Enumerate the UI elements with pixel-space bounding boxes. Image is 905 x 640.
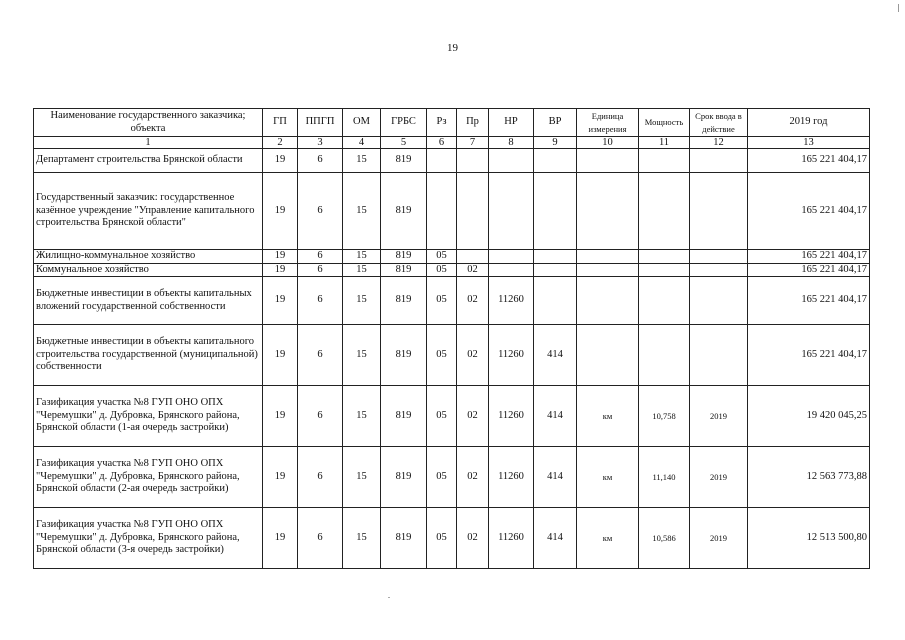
cell-vr: 414 — [534, 508, 577, 569]
col-number: 11 — [639, 137, 690, 149]
header-unit: Единица измерения — [577, 109, 639, 137]
header-pr: Пр — [457, 109, 489, 137]
cell-name: Газификация участка №8 ГУП ОНО ОПХ "Черемушки" д. Дубровка, Брянского района, Брянской области (1-ая очередь застройки) — [34, 386, 263, 447]
cell-amount: 165 221 404,17 — [748, 250, 870, 264]
cell-vr: 414 — [534, 386, 577, 447]
cell-nr: 11260 — [489, 277, 534, 325]
col-number: 10 — [577, 137, 639, 149]
table-row — [34, 508, 870, 569]
cell-amount: 12 513 500,80 — [748, 508, 870, 569]
cell-pr: 02 — [457, 325, 489, 386]
cell-vr — [534, 173, 577, 250]
header-term: Срок ввода в действие — [690, 109, 748, 137]
cell-gp: 19 — [263, 447, 298, 508]
table-row — [34, 173, 870, 250]
cell-om: 15 — [343, 149, 381, 173]
header-grbs: ГРБС — [381, 109, 427, 137]
cell-power: 11,140 — [639, 447, 690, 508]
cell-pr: 02 — [457, 386, 489, 447]
cell-ppgp: 6 — [298, 386, 343, 447]
cell-name: Газификация участка №8 ГУП ОНО ОПХ "Черемушки" д. Дубровка, Брянского района, Брянской области (3-я очередь застройки) — [34, 508, 263, 569]
cell-power — [639, 277, 690, 325]
table-row — [34, 250, 870, 264]
cell-name: Бюджетные инвестиции в объекты капитального строительства государственной (муниципальной) собственности — [34, 325, 263, 386]
cell-term: 2019 — [690, 447, 748, 508]
cell-amount: 165 221 404,17 — [748, 149, 870, 173]
col-number: 8 — [489, 137, 534, 149]
cell-unit — [577, 325, 639, 386]
cell-amount: 19 420 045,25 — [748, 386, 870, 447]
cell-om: 15 — [343, 325, 381, 386]
cell-nr — [489, 263, 534, 277]
cell-grbs: 819 — [381, 447, 427, 508]
cell-name: Жилищно-коммунальное хозяйство — [34, 250, 263, 264]
cell-unit — [577, 277, 639, 325]
scan-dot — [388, 597, 390, 598]
cell-vr: 414 — [534, 447, 577, 508]
cell-grbs: 819 — [381, 325, 427, 386]
cell-grbs: 819 — [381, 263, 427, 277]
table-row — [34, 149, 870, 173]
cell-rz: 05 — [427, 263, 457, 277]
cell-nr — [489, 173, 534, 250]
cell-nr — [489, 149, 534, 173]
cell-om: 15 — [343, 173, 381, 250]
cell-rz: 05 — [427, 508, 457, 569]
header-ppgp: ППГП — [298, 109, 343, 137]
col-number: 3 — [298, 137, 343, 149]
cell-amount: 165 221 404,17 — [748, 325, 870, 386]
cell-gp: 19 — [263, 250, 298, 264]
cell-gp: 19 — [263, 277, 298, 325]
cell-term: 2019 — [690, 386, 748, 447]
cell-power: 10,758 — [639, 386, 690, 447]
table-row — [34, 325, 870, 386]
corner-mark — [898, 4, 899, 12]
cell-rz: 05 — [427, 447, 457, 508]
table-row — [34, 277, 870, 325]
header-gp: ГП — [263, 109, 298, 137]
cell-amount: 165 221 404,17 — [748, 173, 870, 250]
cell-term — [690, 250, 748, 264]
cell-name: Департамент строительства Брянской области — [34, 149, 263, 173]
cell-om: 15 — [343, 386, 381, 447]
header-year: 2019 год — [748, 109, 870, 137]
col-number: 4 — [343, 137, 381, 149]
header-name: Наименование государственного заказчика; объекта — [34, 109, 263, 137]
table-row — [34, 263, 870, 277]
cell-rz: 05 — [427, 250, 457, 264]
cell-ppgp: 6 — [298, 447, 343, 508]
cell-ppgp: 6 — [298, 325, 343, 386]
cell-grbs: 819 — [381, 250, 427, 264]
cell-rz: 05 — [427, 325, 457, 386]
cell-unit: км — [577, 386, 639, 447]
col-number: 7 — [457, 137, 489, 149]
cell-vr — [534, 277, 577, 325]
cell-unit: км — [577, 447, 639, 508]
cell-term — [690, 173, 748, 250]
col-number: 5 — [381, 137, 427, 149]
col-number: 13 — [748, 137, 870, 149]
cell-pr: 02 — [457, 277, 489, 325]
cell-term — [690, 263, 748, 277]
cell-name: Государственный заказчик: государственное казённое учреждение "Управление капитального строительства Брянской области" — [34, 173, 263, 250]
cell-om: 15 — [343, 508, 381, 569]
header-om: ОМ — [343, 109, 381, 137]
cell-pr: 02 — [457, 263, 489, 277]
cell-name: Бюджетные инвестиции в объекты капитальных вложений государственной собственности — [34, 277, 263, 325]
cell-om: 15 — [343, 263, 381, 277]
header-power: Мощность — [639, 109, 690, 137]
col-number: 6 — [427, 137, 457, 149]
cell-ppgp: 6 — [298, 250, 343, 264]
cell-grbs: 819 — [381, 173, 427, 250]
cell-ppgp: 6 — [298, 508, 343, 569]
cell-grbs: 819 — [381, 386, 427, 447]
table-row — [34, 386, 870, 447]
cell-unit — [577, 149, 639, 173]
cell-vr: 414 — [534, 325, 577, 386]
cell-term — [690, 149, 748, 173]
header-nr: НР — [489, 109, 534, 137]
cell-grbs: 819 — [381, 149, 427, 173]
cell-nr: 11260 — [489, 325, 534, 386]
cell-vr — [534, 149, 577, 173]
cell-pr — [457, 250, 489, 264]
cell-unit: км — [577, 508, 639, 569]
cell-gp: 19 — [263, 149, 298, 173]
cell-vr — [534, 263, 577, 277]
cell-ppgp: 6 — [298, 263, 343, 277]
cell-rz — [427, 149, 457, 173]
cell-om: 15 — [343, 277, 381, 325]
cell-nr: 11260 — [489, 447, 534, 508]
header-rz: Рз — [427, 109, 457, 137]
page-number: 19 — [447, 42, 458, 54]
cell-name: Коммунальное хозяйство — [34, 263, 263, 277]
col-number: 2 — [263, 137, 298, 149]
cell-amount: 165 221 404,17 — [748, 277, 870, 325]
cell-om: 15 — [343, 250, 381, 264]
cell-ppgp: 6 — [298, 277, 343, 325]
cell-unit — [577, 263, 639, 277]
col-number: 12 — [690, 137, 748, 149]
table-row — [34, 447, 870, 508]
cell-power — [639, 263, 690, 277]
cell-term — [690, 277, 748, 325]
cell-gp: 19 — [263, 325, 298, 386]
cell-ppgp: 6 — [298, 149, 343, 173]
cell-pr — [457, 173, 489, 250]
budget-table — [33, 108, 870, 569]
col-number: 9 — [534, 137, 577, 149]
header-vr: ВР — [534, 109, 577, 137]
cell-power — [639, 325, 690, 386]
cell-rz — [427, 173, 457, 250]
cell-vr — [534, 250, 577, 264]
col-number: 1 — [34, 137, 263, 149]
cell-nr — [489, 250, 534, 264]
cell-gp: 19 — [263, 508, 298, 569]
cell-unit — [577, 173, 639, 250]
cell-term — [690, 325, 748, 386]
cell-nr: 11260 — [489, 508, 534, 569]
cell-rz: 05 — [427, 277, 457, 325]
cell-gp: 19 — [263, 386, 298, 447]
cell-amount: 12 563 773,88 — [748, 447, 870, 508]
cell-grbs: 819 — [381, 277, 427, 325]
cell-power — [639, 173, 690, 250]
cell-nr: 11260 — [489, 386, 534, 447]
cell-pr: 02 — [457, 508, 489, 569]
cell-ppgp: 6 — [298, 173, 343, 250]
column-numbers-row — [34, 137, 870, 149]
cell-power — [639, 250, 690, 264]
cell-om: 15 — [343, 447, 381, 508]
cell-name: Газификация участка №8 ГУП ОНО ОПХ "Черемушки" д. Дубровка, Брянского района, Брянской области (2-ая очередь застройки) — [34, 447, 263, 508]
cell-unit — [577, 250, 639, 264]
cell-amount: 165 221 404,17 — [748, 263, 870, 277]
cell-pr: 02 — [457, 447, 489, 508]
cell-power — [639, 149, 690, 173]
cell-power: 10,586 — [639, 508, 690, 569]
cell-rz: 05 — [427, 386, 457, 447]
cell-gp: 19 — [263, 173, 298, 250]
cell-grbs: 819 — [381, 508, 427, 569]
cell-gp: 19 — [263, 263, 298, 277]
cell-term: 2019 — [690, 508, 748, 569]
cell-pr — [457, 149, 489, 173]
